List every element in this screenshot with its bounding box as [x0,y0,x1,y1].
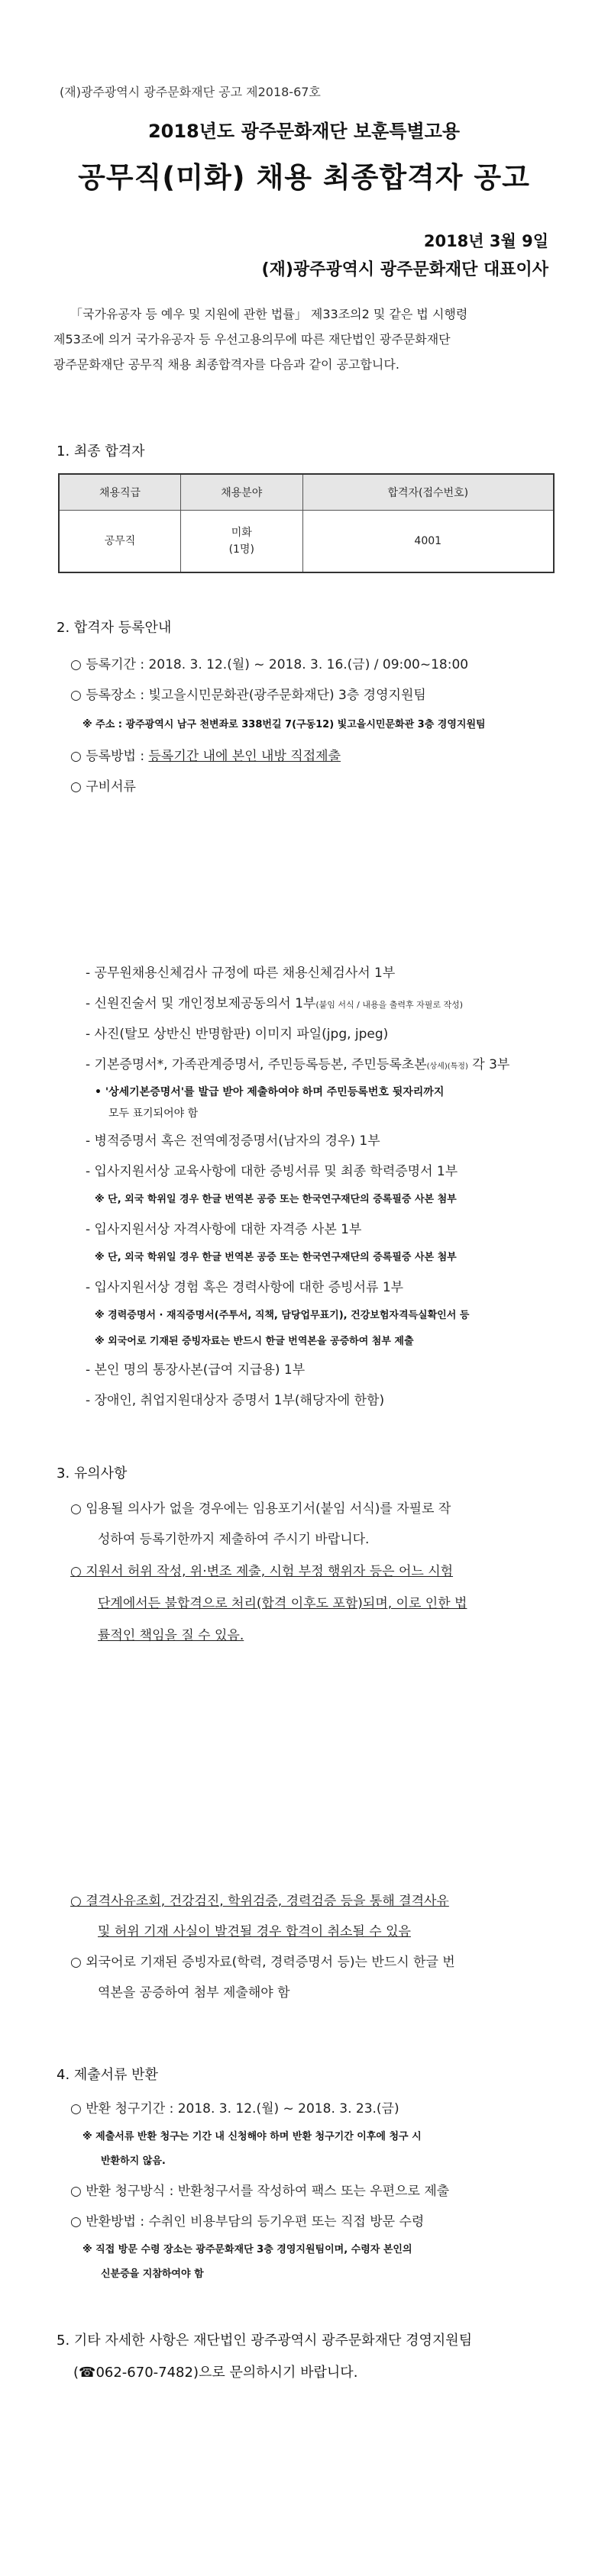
method-prefix: ○ 등록방법 : [70,749,149,764]
doc-item-small: (붙임 서식 / 내용을 출력후 자필로 작성) [315,1000,463,1010]
cell-applicant: 4001 [302,511,554,573]
notice-item-1-cont: 성하여 등록기한까지 제출하여 주시기 바랍니다. [98,1532,370,1547]
return-period: ○ 반환 청구기간 : 2018. 3. 12.(월) ~ 2018. 3. 23.(금) [70,2101,399,2117]
notice-item-4: ○ 외국어로 기재된 증빙자료(학력, 경력증명서 등)는 반드시 한글 번 [70,1955,455,1970]
document-number: (재)광주광역시 광주문화재단 공고 제2018-67호 [60,85,321,99]
doc-item: - 병적증명서 혹은 전역예정증명서(남자의 경우) 1부 [86,1133,380,1149]
section-1-heading: 1. 최종 합격자 [57,443,145,459]
doc-item-small: (상세)(특정) [426,1062,468,1071]
doc-item: - 입사지원서상 자격사항에 대한 자격증 사본 1부 [86,1222,362,1237]
col-header-applicant: 합격자(접수번호) [302,474,554,511]
required-docs-label: ○ 구비서류 [70,779,136,795]
col-header-rank: 채용직급 [59,474,180,511]
address-note: ※ 주소 : 광주광역시 남구 천변좌로 338번길 7(구동12) 빛고을시민문화관 3층 경영지원팀 [82,719,486,730]
doc-item-text: - 기본증명서*, 가족관계증명서, 주민등록등본, 주민등록초본 [86,1057,427,1072]
doc-note: • '상세기본증명서'를 발급 받아 제출하여야 하며 주민등록번호 뒷자리까지 [95,1086,445,1098]
return-way: ○ 반환방법 : 수취인 비용부담의 등기우편 또는 직접 방문 수령 [70,2214,425,2229]
section-5-line-2: (☎062-670-7482)으로 문의하시기 바랍니다. [73,2365,358,2381]
doc-item: - 입사지원서상 교육사항에 대한 증빙서류 및 최종 학력증명서 1부 [86,1164,458,1179]
doc-note: ※ 경력증명서 · 재직증명서(주투서, 직책, 담당업무표기), 건강보험자격득실확인서 등 [95,1310,470,1321]
doc-note: ※ 단, 외국 학위일 경우 한글 번역본 공증 또는 한국연구재단의 증록필증 사본 첨부 [95,1194,457,1205]
notice-item-4-cont: 역본을 공증하여 첨부 제출해야 함 [98,1985,290,2001]
return-way-note: ※ 직접 방문 수령 장소는 광주문화재단 3층 경영지원팀이며, 수령자 본인의 [82,2244,412,2255]
cell-field [180,511,302,573]
registration-method [70,745,341,764]
cell-rank: 공무직 [59,511,180,573]
doc-item [86,992,463,1011]
doc-note: 모두 표기되어야 함 [108,1107,199,1120]
notice-item-2 [70,1560,453,1579]
return-period-note-cont: 반환하지 않음. [101,2155,166,2167]
result-table [58,473,555,573]
section-5-line-1: 5. 기타 자세한 사항은 재단법인 광주광역시 광주문화재단 경영지원팀 [57,2333,473,2349]
notice-item-2-cont: 률적인 책임을 질 수 있음. [98,1628,244,1643]
notice-item-1: ○ 임용될 의사가 없을 경우에는 임용포기서(붙임 서식)를 자필로 작 [70,1501,451,1517]
issuer: (재)광주광역시 광주문화재단 대표이사 [261,260,548,279]
section-2-heading: 2. 합격자 등록안내 [57,620,172,636]
return-period-note: ※ 제출서류 반환 청구는 기간 내 신청해야 하며 반환 청구기간 이후에 청구 시 [82,2131,422,2142]
title-line-2: 공무직(미화) 채용 최종합격자 공고 [78,161,530,194]
doc-item: - 사진(탈모 상반신 반명함판) 이미지 파일(jpg, jpeg) [86,1027,389,1042]
table-header-row [59,474,554,511]
table-row [59,511,554,573]
cell-field-name: 미화 [231,527,252,539]
doc-item: - 공무원채용신체검사 규정에 따른 채용신체검사서 1부 [86,966,396,981]
title-line-1: 2018년도 광주문화재단 보훈특별고용 [147,121,461,142]
doc-note: ※ 단, 외국 학위일 경우 한글 번역본 공증 또는 한국연구재단의 증록필증 사본 첨부 [95,1252,457,1263]
doc-item-text: - 신원진술서 및 개인정보제공동의서 1부 [86,996,316,1011]
return-method: ○ 반환 청구방식 : 반환청구서를 작성하여 팩스 또는 우편으로 제출 [70,2184,450,2199]
notice-item-3-cont: 및 허위 기재 사실이 발견될 경우 합격이 취소될 수 있음 [98,1924,411,1939]
method-underlined: 등록기간 내에 본인 내방 직접제출 [148,749,341,764]
notice-item-3 [70,1890,449,1909]
return-way-note-cont: 신분증을 지참하여야 함 [101,2268,204,2280]
section-3-heading: 3. 유의사항 [57,1465,128,1481]
notice-item-2-text: ○ 지원서 허위 작성, 위·변조 제출, 시험 부정 행위자 등은 어느 시험 [70,1564,454,1579]
doc-item: - 입사지원서상 경험 혹은 경력사항에 대한 증빙서류 1부 [86,1280,404,1295]
doc-item [86,1053,509,1072]
doc-item: - 본인 명의 통장사본(급여 지급용) 1부 [86,1362,306,1378]
announcement-date: 2018년 3월 9일 [423,232,548,250]
notice-item-2-cont: 단계에서든 불합격으로 처리(합격 이후도 포함)되며, 이로 인한 법 [98,1596,467,1611]
doc-item-suffix: 각 3부 [467,1057,510,1072]
doc-note: ※ 외국어로 기재된 증빙자료는 반드시 한글 번역본을 공증하여 첨부 제출 [95,1336,414,1347]
notice-item-3-text: ○ 결격사유조회, 건강검진, 학위검증, 경력검증 등을 통해 결격사유 [70,1894,449,1909]
intro-line-2: 제53조에 의거 국가유공자 등 우선고용의무에 따른 재단법인 광주문화재단 [53,332,451,347]
registration-place: ○ 등록장소 : 빛고을시민문화관(광주문화재단) 3층 경영지원팀 [70,688,426,703]
cell-field-count: (1명) [228,543,254,556]
section-4-heading: 4. 제출서류 반환 [57,2067,158,2083]
intro-line-1: 「국가유공자 등 예우 및 지원에 관한 법률」 제33조의2 및 같은 법 시행령 [70,307,468,321]
registration-period: ○ 등록기간 : 2018. 3. 12.(월) ~ 2018. 3. 16.(금) / 09:00~18:00 [70,657,469,672]
col-header-field: 채용분야 [180,474,302,511]
doc-item: - 장애인, 취업지원대상자 증명서 1부(해당자에 한함) [86,1393,385,1408]
intro-line-3: 광주문화재단 공무직 채용 최종합격자를 다음과 같이 공고합니다. [53,357,399,372]
